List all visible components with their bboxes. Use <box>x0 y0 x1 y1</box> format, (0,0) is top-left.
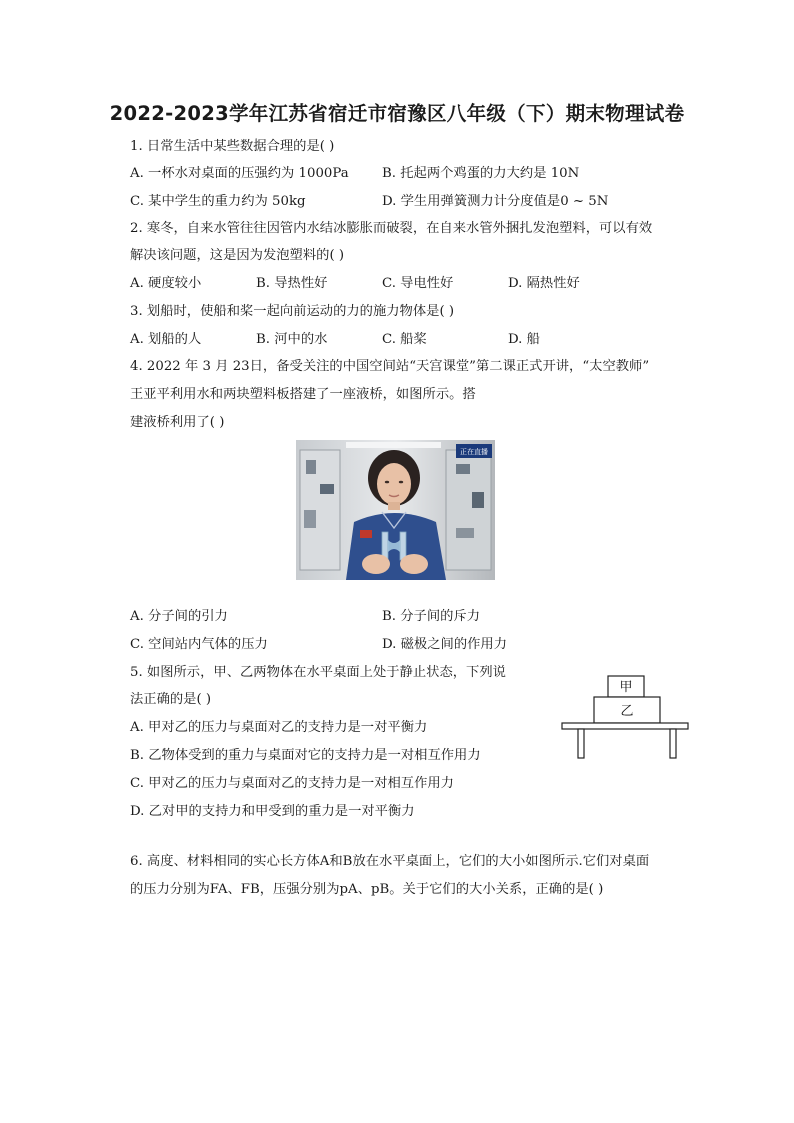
question-2-option-d: D. 隔热性好 <box>508 276 580 291</box>
question-4-option-d: D. 磁极之间的作用力 <box>382 637 508 652</box>
question-3-option-b: B. 河中的水 <box>256 332 328 347</box>
question-4-stem-line3: 建液桥利用了( ) <box>130 415 225 430</box>
table-leg-left <box>578 729 584 758</box>
question-6-stem-line1: 6. 高度、材料相同的实心长方体A和B放在水平桌面上，它们的大小如图所示.它们对桌面 <box>130 854 650 869</box>
table-top <box>562 723 688 729</box>
question-1-option-a: A. 一杯水对桌面的压强约为 1000Pa <box>130 166 349 181</box>
question-4-option-b: B. 分子间的斥力 <box>382 609 481 624</box>
question-1-option-c: C. 某中学生的重力约为 50kg <box>130 194 306 209</box>
question-5-option-a: A. 甲对乙的压力与桌面对乙的支持力是一对平衡力 <box>130 720 428 735</box>
space-station-photo <box>296 440 495 580</box>
question-5-option-d: D. 乙对甲的支持力和甲受到的重力是一对平衡力 <box>130 804 415 819</box>
block-jia-label: 甲 <box>619 680 633 695</box>
live-caption: 正在直播 <box>460 448 488 456</box>
question-1-stem: 1. 日常生活中某些数据合理的是( ) <box>130 139 335 154</box>
question-4-option-c: C. 空间站内气体的压力 <box>130 637 268 652</box>
question-2-option-b: B. 导热性好 <box>256 276 328 291</box>
question-3-option-a: A. 划船的人 <box>130 332 202 347</box>
question-2-stem-line1: 2. 寒冬，自来水管往往因管内水结冰膨胀而破裂，在自来水管外捆扎发泡塑料，可以有效 <box>130 221 653 236</box>
question-5-stem-line2: 法正确的是( ) <box>130 692 212 707</box>
question-3-option-c: C. 船桨 <box>382 332 427 347</box>
question-5-stem-line1: 5. 如图所示，甲、乙两物体在水平桌面上处于静止状态，下列说 <box>130 665 506 680</box>
space-station-photo-illustration <box>296 440 495 580</box>
block-yi-label: 乙 <box>620 704 634 719</box>
question-4-stem-line1: 4. 2022 年 3 月 23日，备受关注的中国空间站“天宫课堂”第二课正式开讲，“太空教师” <box>130 359 650 374</box>
question-3-stem: 3. 划船时，使船和桨一起向前运动的力的施力物体是( ) <box>130 304 455 319</box>
question-4-stem-line2: 王亚平利用水和两块塑料板搭建了一座液桥，如图所示。搭 <box>130 387 476 402</box>
question-6-stem-line2: 的压力分别为FA、FB，压强分别为pA、pB。关于它们的大小关系，正确的是( ) <box>130 882 604 897</box>
question-5-option-c: C. 甲对乙的压力与桌面对乙的支持力是一对相互作用力 <box>130 776 454 791</box>
question-1-option-b: B. 托起两个鸡蛋的力大约是 10N <box>382 166 580 181</box>
question-2-option-c: C. 导电性好 <box>382 276 454 291</box>
question-5-option-b: B. 乙物体受到的重力与桌面对它的支持力是一对相互作用力 <box>130 748 481 763</box>
question-2-stem-line2: 解决该问题，这是因为发泡塑料的( ) <box>130 248 345 263</box>
question-2-option-a: A. 硬度较小 <box>130 276 202 291</box>
question-1-option-d: D. 学生用弹簧测力计分度值是0 ~ 5N <box>382 194 609 209</box>
table-leg-right <box>670 729 676 758</box>
block-table-figure <box>560 674 692 762</box>
page-title: 2022-2023学年江苏省宿迁市宿豫区八年级（下）期末物理试卷 <box>109 102 685 125</box>
question-4-option-a: A. 分子间的引力 <box>130 609 228 624</box>
question-3-option-d: D. 船 <box>508 332 540 347</box>
